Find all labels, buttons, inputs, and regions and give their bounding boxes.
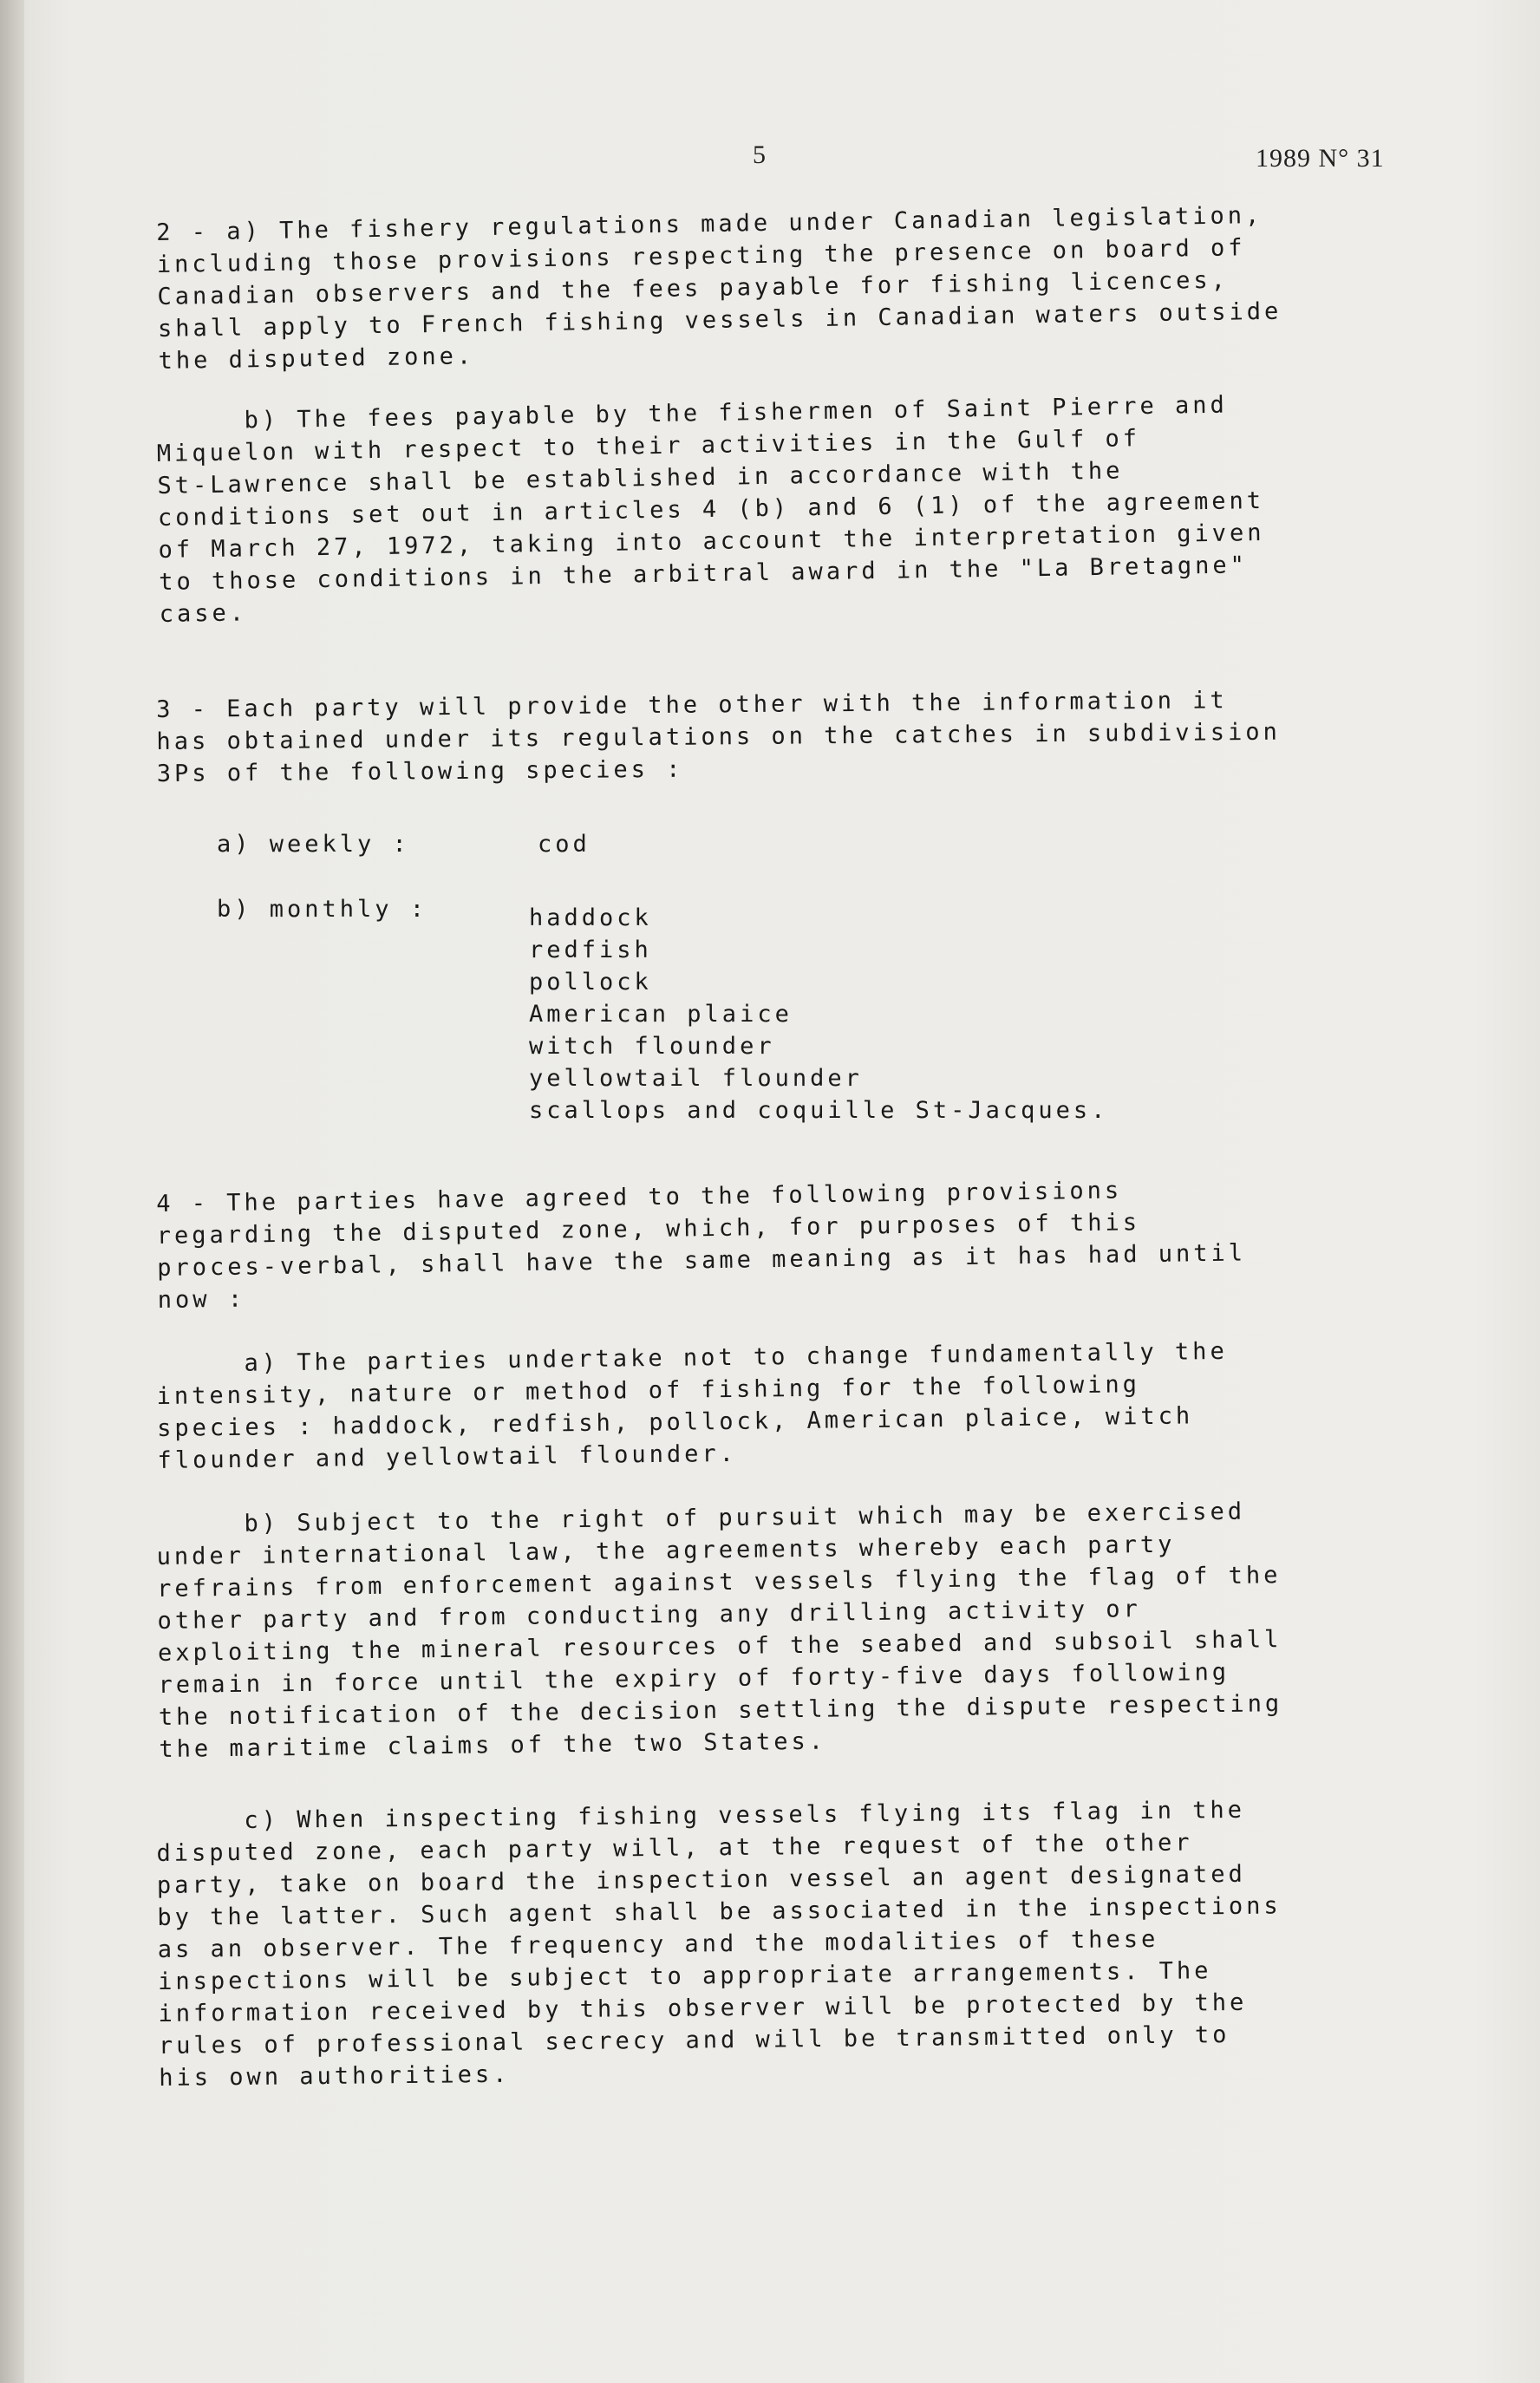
species-item: haddock xyxy=(529,904,652,931)
document-reference: 1989 N° 31 xyxy=(1256,144,1385,173)
species-item: witch flounder xyxy=(529,1033,775,1060)
species-item: American plaice xyxy=(529,1001,793,1028)
paragraph-2b: b) The fees payable by the fishermen of Saint Pierre and Miquelon with respect to their activities in the Gulf of St-Lawrence shall be established in accordance with the conditions set out in articles 4 (b) and 6 (1) of the agreement of March 27, 1972, taking into account the interpretation given to those conditions in the arbitral award in the "La Bretagne" case. xyxy=(156,391,1265,628)
monthly-species-list xyxy=(529,902,1108,1126)
monthly-label: b) monthly : xyxy=(217,896,428,923)
species-item: scallops and coquille St-Jacques. xyxy=(529,1097,1109,1124)
species-item: pollock xyxy=(529,969,652,996)
paragraph-2a: 2 - a) The fishery regulations made under Canadian legislation, including those provisions respecting the presence on board of Canadian observers and the fees payable for fishing licences, shall apply to French fishing vessels in Canadian waters outside the disputed zone. xyxy=(156,201,1282,375)
page-number: 5 xyxy=(753,140,766,169)
species-item: yellowtail flounder xyxy=(529,1065,863,1092)
paragraph-4b: b) Subject to the right of pursuit which may be exercised under international law, the agreements whereby each party refrains from enforcement against vessels flying the flag of the other party and from conducting any drilling activity or exploiting the mineral resources of the seabed and subsoil shall remain in force until the expiry of forty-five days following the notification of the decision settling the dispute respecting the maritime claims of the two States. xyxy=(156,1498,1283,1763)
weekly-label: a) weekly : xyxy=(217,831,410,858)
paragraph-4: 4 - The parties have agreed to the following provisions regarding the disputed zone, which, for purposes of this proces-verbal, shall have the same meaning as it has had until now : xyxy=(156,1177,1247,1314)
species-item: redfish xyxy=(529,937,652,963)
paragraph-4a: a) The parties undertake not to change fundamentally the intensity, nature or method of fishing for the following species : haddock, redfish, pollock, American plaice, witch flounder and yellowtail flounder. xyxy=(156,1337,1228,1474)
weekly-species: cod xyxy=(538,831,591,858)
binding-gutter xyxy=(0,0,24,2383)
paragraph-3: 3 - Each party will provide the other with the information it has obtained under its regulations on the catches in subdivision 3Ps of the following species : xyxy=(156,687,1281,787)
paragraph-4c: c) When inspecting fishing vessels flying its flag in the disputed zone, each party will, at the request of the other party, take on board the inspection vessel an agent designated by the latter. Such agent shall be associated in the inspections as an observer. The frequency and the modalities of these inspections will be subject to appropriate arrangements. The information received by this observer will be protected by the rules of professional secrecy and will be transmitted only to his own authorities. xyxy=(156,1796,1282,2092)
